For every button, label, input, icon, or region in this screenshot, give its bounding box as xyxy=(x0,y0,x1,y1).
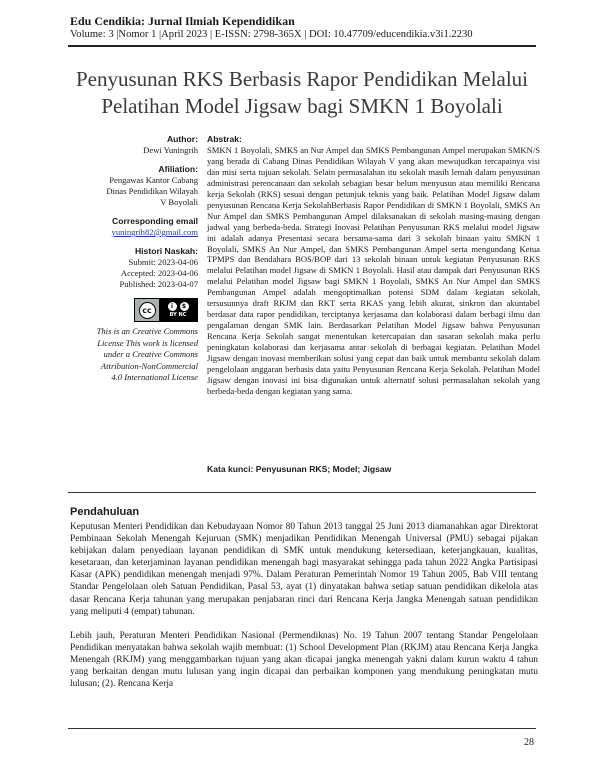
title-line-2: Pelatihan Model Jigsaw bagi SMKN 1 Boyolali xyxy=(101,94,503,118)
license-text: This is an Creative Commons License This work is licensed under a Creative Commons Attribution-NonCommercial 4.0 International License xyxy=(96,326,198,382)
paragraph: Lebih jauh, Peraturan Menteri Pendidikan Nasional (Permendiknas) No. 19 Tahun 2007 tentang Standar Pengelolaan Pendidikan menyatakan bahwa sekolah wajib membuat: (1) School Development Plan (RKJM) atau Rencana Kerja Jangka Menengah (RKJM) yang menggambarkan tujuan yang akan dicapai jangka menengah yakni dalam kurun waktu 4 tahun yang berkaitan dengan mutu lulusan yang ingin dicapai dan perbaikan komponen yang mendukung peningkatan mutu lulusan; (2). Rencana Kerja xyxy=(70,630,538,690)
abstract xyxy=(207,134,540,397)
body-text xyxy=(70,521,538,702)
cc-by-nc-license-badge[interactable] xyxy=(134,298,198,322)
journal-name: Edu Cendikia: Jurnal Ilmiah Kependidikan xyxy=(70,14,295,28)
page-number: 28 xyxy=(524,737,534,748)
affiliation-heading: Afiliation: xyxy=(158,164,198,174)
published-date: Published: 2023-04-07 xyxy=(119,279,198,289)
affiliation-line: V Boyolali xyxy=(160,197,198,207)
header-divider xyxy=(68,45,536,47)
article-title xyxy=(60,66,544,120)
history-heading: Histori Naskah: xyxy=(134,246,198,256)
title-line-1: Penyusunan RKS Berbasis Rapor Pendidikan Melalui xyxy=(75,67,529,91)
affiliation-line: Pengawas Kantor Cabang xyxy=(109,175,198,185)
paragraph: Keputusan Menteri Pendidikan dan Kebudayaan Nomor 80 Tahun 2013 tanggal 25 Juni 2013 diamanahkan agar Direktorat Pembinaan Sekolah Menengah Kejuruan (SMK) menjadikan Pendidikan Menengah Universal (PMU) sebagai pijakan kebijakan dalam penyediaan layanan pendidikan di SMK untuk mendukung ketersediaan, keterjangkauan, kualitas, kesetaraan, dan keterjaminan layanan pendidikan menengah bagi masyarakat sehingga pada tahun 2022 Angka Partisipasi Kasar (APK) pendidikan menengah menjadi 97%. Dalam Peraturan Pemerintah Nomor 19 Tahun 2005, Bab VIII tentang Standar Pengelolaan oleh Satuan Pendidikan, Pasal 53, ayat (1) dinyatakan bahwa setiap satuan pendidikan dikelola atas dasar Rencana Kerja tahunan yang merupakan penjabaran rinci dari Rencana Kerja Jangka Menengah satuan pendidikan yang meliputi 4 (empat) tahunan. xyxy=(70,522,538,617)
article-info-sidebar xyxy=(70,134,198,384)
abstract-heading: Abstrak: xyxy=(207,134,242,144)
nc-label: NC xyxy=(178,312,187,318)
email-heading: Corresponding email xyxy=(112,216,198,226)
noncommercial-icon: $ xyxy=(180,302,189,311)
abstract-divider xyxy=(68,492,536,493)
corresponding-email-link[interactable]: yuningrih82@gmail.com xyxy=(111,227,198,237)
footer-divider xyxy=(68,728,536,729)
accepted-date: Accepted: 2023-04-06 xyxy=(120,268,198,278)
author-heading: Author: xyxy=(166,134,198,144)
cc-icon: cc xyxy=(135,299,159,321)
by-label: BY xyxy=(169,312,177,318)
affiliation-line: Dinas Pendidikan Wilayah xyxy=(106,186,198,196)
section-heading: Pendahuluan xyxy=(70,506,140,518)
attribution-icon: i xyxy=(168,302,177,311)
keywords: Kata kunci: Penyusunan RKS; Model; Jigsaw xyxy=(207,464,392,474)
author-name: Dewi Yuningrih xyxy=(143,145,198,155)
submit-date: Submit: 2023-04-06 xyxy=(128,257,198,267)
volume-issn-doi-line: Volume: 3 |Nomor 1 |April 2023 | E-ISSN: 2798-365X | DOI: 10.47709/educendikia.v3i1.2230 xyxy=(70,29,473,40)
abstract-text: SMKN 1 Boyolali, SMKS an Nur Ampel dan SMKS Pembangunan Ampel merupakan SMKN/S yang berada di Cabang Dinas Pendidikan Wilayah V yang akan mewujudkan tercapainya visi dan misi serta tujuan sekolah. Selain permasalahan itu sekolah masih lemah dalam penyusunan administrasi perencanaan dan sekolah sebagian besar belum menyusun atau memiliki Rencana kerja Sekolah (RKS) sesuai dengan petunjuk teknis yang baik. Pelatihan Model Jigsaw dalam penyusunan Rencana Kerja SekolahBerbasis Rapor Pendidikan di SMKN 1 Boyolali, SMKS An Nur Ampel dan SMKS Pembangunan Ampel dilaksanakan di sekolah masing-masing dengan jadwal yang berbeda-beda. Strategi Inovasi Pelatihan Penyusunan RKS melalui model Jigsaw ini adalah adanya Presentasi secara bersama-sama dari 3 sekolah binaan yaitu SMKN 1 Boyolali, SMKS An Nur Ampel, dan SMKS Pembangunan Ampel serta mengundang Ketua TPMPS dan Bendahara BOS/BOP dari 13 sekolah binaan untuk kegiatan Penyusunan RKS melalui Pelatihan model Jigsaw di SMKN 1 Boyolali. Hasil atau dampak dari Penyusunan RKS melalui Pelatihan model Jigsaw bagi SMKN 1 Boyolali, SMKS An Nur Ampel dan SMKS Pembangunan Ampel adalah mengoptimalkan potensi SDM dalam kegiatan sekolah, tersusunnya draft RKJM dan RKT serta RKAS yang lebih akurat, sinkron dan akuntabel berdasar data rapor pendidikan, terciptanya kerjasama dan kolaborasi dalam berbagi ilmu dan pengalaman dengan SMK lain. Berdasarkan Pelatihan Model Jigsaw bahwa Penyusunan Rencana Kerja Sekolah sangat menentukan ketercapaian dan sasaran sekolah maka perlu peningkatan kolaborasi dan kerjasama antar sekolah di berbagai kegiatan. Pelatihan Model Jigsaw dengan inovasi memberikan solusi yang cepat dan baik untuk membantu sekolah dalam pengelolaan anggaran berbasis data yaitu Penyusunan Rencana Kerja Sekolah. Pelatihan Model Jigsaw dengan inovasi ini bisa digunakan untuk alternatif solusi permasalahan sekolah yang berbeda-beda dengan kegiatan yang sama. xyxy=(207,144,540,396)
